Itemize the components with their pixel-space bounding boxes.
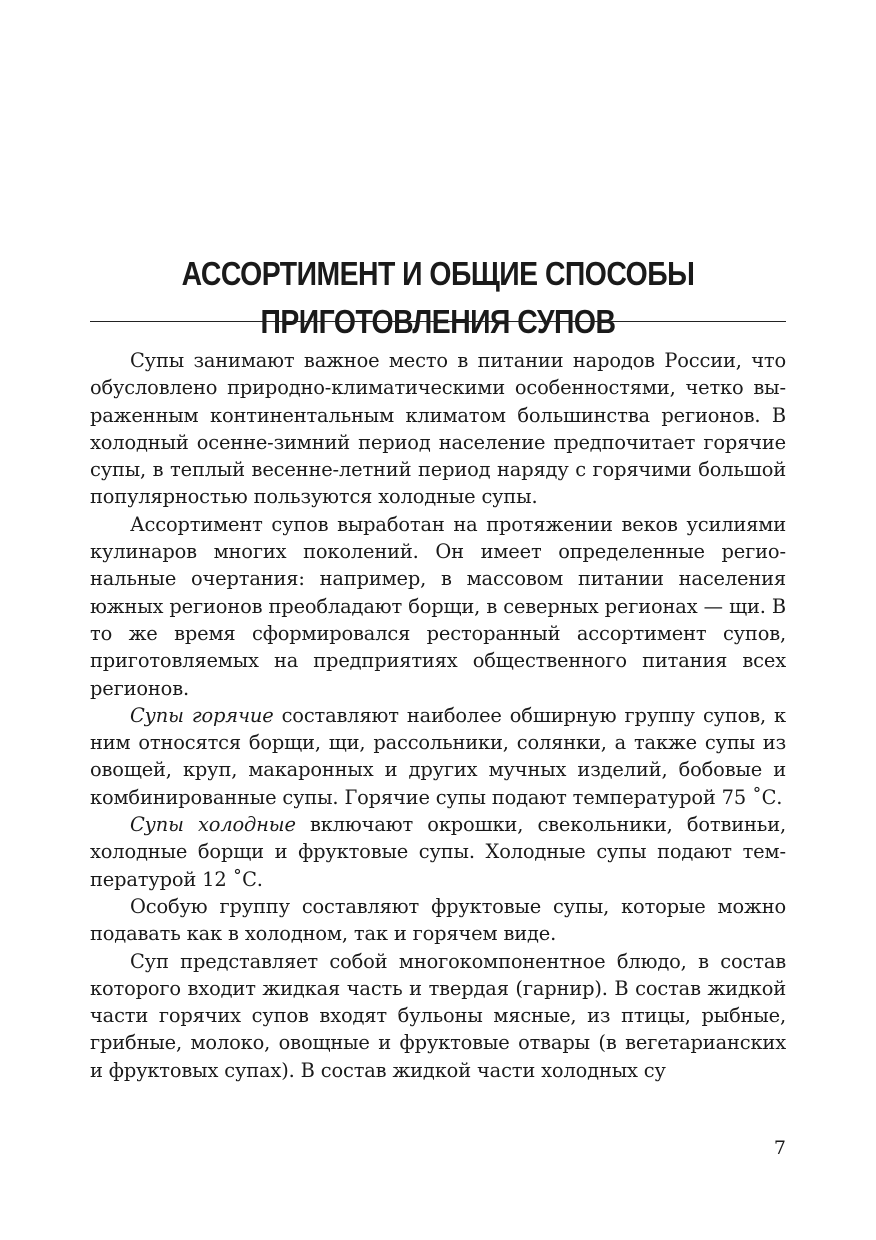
paragraph-soups-importance: Супы занимают важное место в питании народов России, что обусловлено природно-климатическими особенностями, четко выраженным континентальным климатом большинства регионов. В холодный осенне-зимний период население предпочитает горячие супы, в теплый весенне-летний период наряду с горячими большой популярностью пользуются холодные супы. — [90, 349, 786, 509]
chapter-title — [139, 250, 738, 346]
hot-soups-text: составляют наиболее обширную группу супов, к ним относятся борщи, щи, рассольники, солянки, а также супы из овощей, круп, макаронных и других мучных изделий, бобовые и комбинированные супы. Горячие супы подают температурой 75 ˚С. — [90, 703, 787, 809]
paragraph-cold-soups — [90, 811, 786, 893]
paragraph-soups-assortment: Ассортимент супов выработан на протяжении веков усилиями кулинаров многих поколений. Он имеет определенные региональные очертания: например, в массовом питании населения южных регионов преобладают борщи, в северных регионах — щи. В то же время сформировался ресторанный ассортимент супов, приготовляемых на предприятиях общественного питания всех регионов. — [90, 512, 786, 700]
paragraph-hot-soups — [90, 702, 786, 811]
paragraph-soup-composition: Суп представляет собой многокомпонентное блюдо, в состав которого входит жидкая часть и твердая (гарнир). В состав жидкой части горячих супов входят бульоны мясные, из птицы, рыбные, грибные, молоко, овощные и фруктовые отвары (в вегетарианских и фруктовых супах). В состав жидкой части холодных су — [90, 949, 786, 1082]
chapter-title-line-1: АССОРТИМЕНТ И ОБЩИЕ СПОСОБЫ — [181, 255, 695, 293]
body-text — [90, 347, 786, 1084]
page-number: 7 — [773, 1137, 786, 1159]
chapter-title-line-2: ПРИГОТОВЛЕНИЯ СУПОВ — [260, 303, 616, 341]
paragraph-fruit-soups: Особую группу составляют фруктовые супы, которые можно подавать как в холодном, так и горячем виде. — [90, 894, 786, 946]
hot-soups-term: Супы горячие — [130, 703, 274, 727]
cold-soups-text: включают окрошки, свекольники, ботвиньи, холодные борщи и фруктовые супы. Холодные супы подают температурой 12 ˚С. — [90, 813, 786, 891]
title-divider — [90, 321, 786, 322]
cold-soups-term: Супы холодные — [130, 813, 296, 837]
